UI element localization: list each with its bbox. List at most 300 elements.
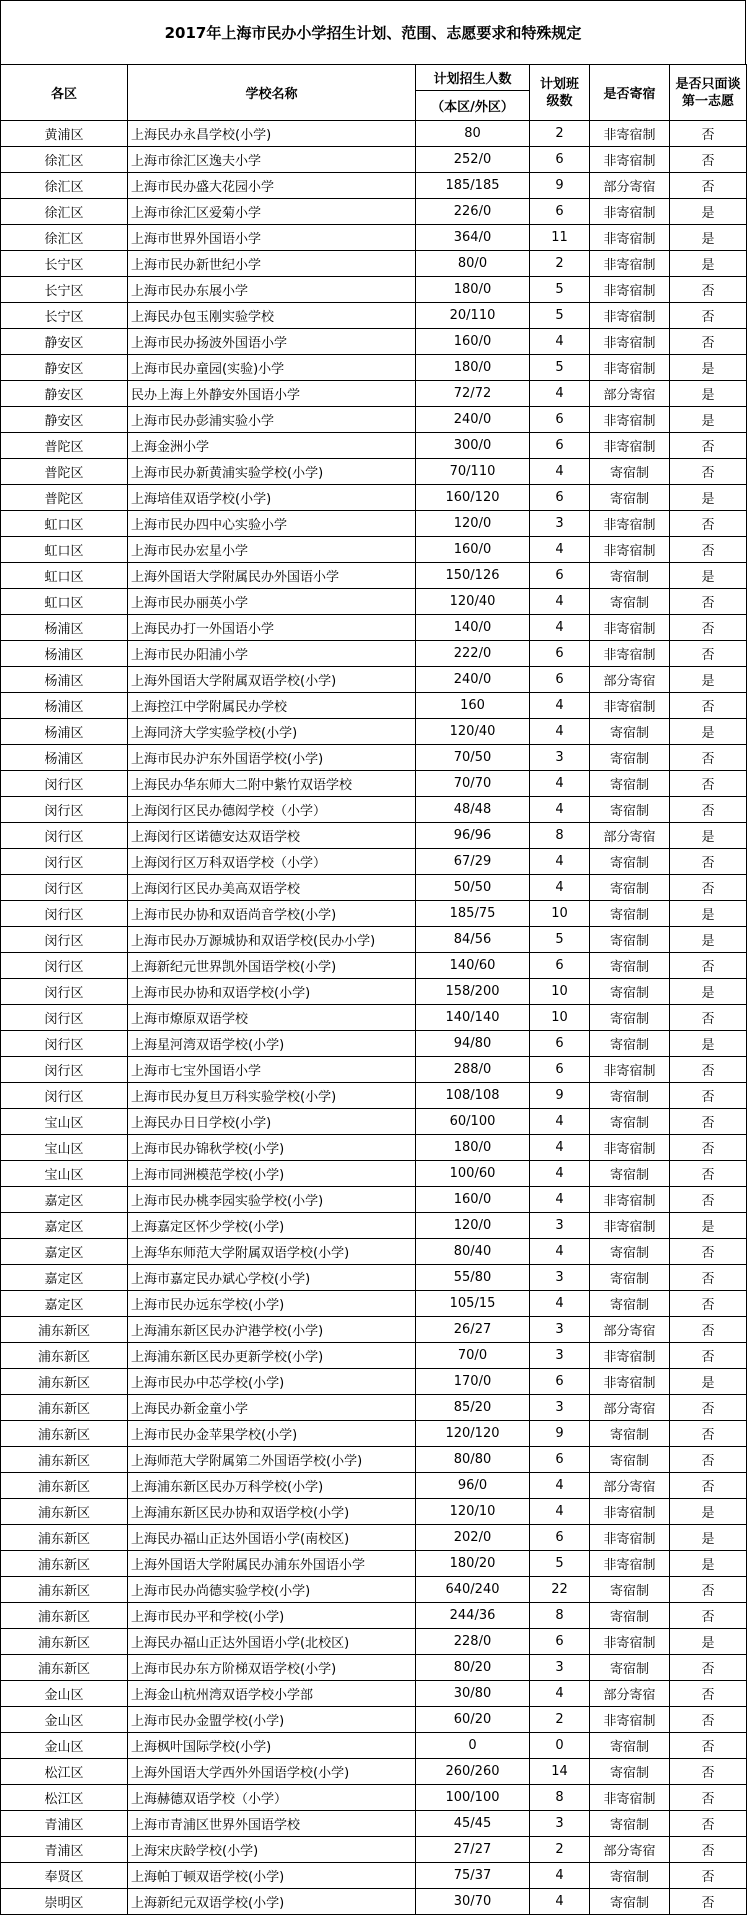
table-row	[1, 381, 747, 407]
table-row	[1, 927, 747, 953]
cell-school-name: 上海市民办远东学校(小学)	[128, 1291, 416, 1317]
cell-class-count: 6	[530, 641, 590, 667]
table-row	[1, 121, 747, 147]
table-row	[1, 589, 747, 615]
cell-first-choice: 是	[670, 1213, 747, 1239]
table-row	[1, 459, 747, 485]
cell-school-name: 上海市民办宏星小学	[128, 537, 416, 563]
cell-first-choice: 是	[670, 1525, 747, 1551]
table-row	[1, 251, 747, 277]
cell-class-count: 2	[530, 251, 590, 277]
cell-plan-count: 45/45	[416, 1811, 530, 1837]
table-row	[1, 1655, 747, 1681]
cell-boarding: 非寄宿制	[590, 1551, 670, 1577]
cell-class-count: 4	[530, 693, 590, 719]
cell-first-choice: 是	[670, 199, 747, 225]
cell-plan-count: 160	[416, 693, 530, 719]
cell-district: 嘉定区	[1, 1239, 128, 1265]
cell-class-count: 4	[530, 381, 590, 407]
cell-district: 浦东新区	[1, 1629, 128, 1655]
table-row	[1, 875, 747, 901]
cell-plan-count: 94/80	[416, 1031, 530, 1057]
cell-school-name: 上海市民办桃李园实验学校(小学)	[128, 1187, 416, 1213]
cell-school-name: 上海宋庆龄学校(小学)	[128, 1837, 416, 1863]
cell-school-name: 上海新纪元双语学校(小学)	[128, 1889, 416, 1915]
cell-plan-count: 105/15	[416, 1291, 530, 1317]
table-row	[1, 1499, 747, 1525]
cell-class-count: 4	[530, 771, 590, 797]
cell-plan-count: 96/0	[416, 1473, 530, 1499]
cell-boarding: 非寄宿制	[590, 277, 670, 303]
cell-class-count: 2	[530, 1837, 590, 1863]
cell-class-count: 6	[530, 1447, 590, 1473]
cell-school-name: 上海闵行区民办美高双语学校	[128, 875, 416, 901]
cell-first-choice: 否	[670, 1421, 747, 1447]
cell-boarding: 非寄宿制	[590, 121, 670, 147]
cell-first-choice: 是	[670, 1499, 747, 1525]
cell-first-choice: 是	[670, 407, 747, 433]
cell-boarding: 非寄宿制	[590, 615, 670, 641]
cell-first-choice: 否	[670, 173, 747, 199]
cell-boarding: 非寄宿制	[590, 147, 670, 173]
cell-class-count: 4	[530, 329, 590, 355]
table-row	[1, 1785, 747, 1811]
table-row	[1, 1629, 747, 1655]
cell-plan-count: 80/40	[416, 1239, 530, 1265]
cell-boarding: 寄宿制	[590, 1863, 670, 1889]
cell-boarding: 寄宿制	[590, 485, 670, 511]
cell-district: 闵行区	[1, 771, 128, 797]
cell-class-count: 4	[530, 1473, 590, 1499]
cell-school-name: 上海市民办新世纪小学	[128, 251, 416, 277]
cell-class-count: 4	[530, 1109, 590, 1135]
table-row	[1, 667, 747, 693]
cell-school-name: 上海市民办金盟学校(小学)	[128, 1707, 416, 1733]
cell-district: 浦东新区	[1, 1655, 128, 1681]
cell-district: 嘉定区	[1, 1291, 128, 1317]
cell-class-count: 2	[530, 1707, 590, 1733]
cell-first-choice: 是	[670, 823, 747, 849]
table-row	[1, 1759, 747, 1785]
table-row	[1, 173, 747, 199]
table-row	[1, 719, 747, 745]
cell-class-count: 6	[530, 199, 590, 225]
table-row	[1, 563, 747, 589]
cell-school-name: 上海市民办复旦万科实验学校(小学)	[128, 1083, 416, 1109]
cell-school-name: 上海民办永昌学校(小学)	[128, 121, 416, 147]
cell-first-choice: 是	[670, 667, 747, 693]
cell-plan-count: 120/10	[416, 1499, 530, 1525]
cell-first-choice: 是	[670, 719, 747, 745]
cell-first-choice: 是	[670, 1369, 747, 1395]
cell-school-name: 上海华东师范大学附属双语学校(小学)	[128, 1239, 416, 1265]
table-row	[1, 1707, 747, 1733]
cell-class-count: 3	[530, 1343, 590, 1369]
cell-boarding: 寄宿制	[590, 1005, 670, 1031]
cell-school-name: 上海赫德双语学校（小学）	[128, 1785, 416, 1811]
cell-school-name: 上海市民办金苹果学校(小学)	[128, 1421, 416, 1447]
table-row	[1, 1187, 747, 1213]
cell-school-name: 上海市民办新黄浦实验学校(小学)	[128, 459, 416, 485]
cell-plan-count: 140/140	[416, 1005, 530, 1031]
cell-school-name: 上海嘉定区怀少学校(小学)	[128, 1213, 416, 1239]
cell-school-name: 上海同济大学实验学校(小学)	[128, 719, 416, 745]
cell-class-count: 5	[530, 927, 590, 953]
cell-class-count: 4	[530, 1187, 590, 1213]
cell-boarding: 非寄宿制	[590, 641, 670, 667]
cell-boarding: 部分寄宿	[590, 1317, 670, 1343]
cell-plan-count: 226/0	[416, 199, 530, 225]
cell-school-name: 上海民办福山正达外国语小学(北校区)	[128, 1629, 416, 1655]
cell-first-choice: 否	[670, 1447, 747, 1473]
cell-district: 普陀区	[1, 433, 128, 459]
cell-school-name: 上海民办日日学校(小学)	[128, 1109, 416, 1135]
cell-first-choice: 否	[670, 1291, 747, 1317]
table-row	[1, 1005, 747, 1031]
cell-boarding: 寄宿制	[590, 1239, 670, 1265]
cell-school-name: 上海金洲小学	[128, 433, 416, 459]
cell-first-choice: 是	[670, 901, 747, 927]
cell-district: 松江区	[1, 1785, 128, 1811]
cell-first-choice: 否	[670, 1343, 747, 1369]
cell-district: 嘉定区	[1, 1187, 128, 1213]
cell-school-name: 上海浦东新区民办沪港学校(小学)	[128, 1317, 416, 1343]
cell-school-name: 上海帕丁顿双语学校(小学)	[128, 1863, 416, 1889]
cell-first-choice: 否	[670, 1811, 747, 1837]
cell-plan-count: 80/0	[416, 251, 530, 277]
cell-boarding: 寄宿制	[590, 1265, 670, 1291]
cell-school-name: 上海市民办阳浦小学	[128, 641, 416, 667]
header-district: 各区	[1, 65, 128, 121]
cell-district: 黄浦区	[1, 121, 128, 147]
cell-boarding: 非寄宿制	[590, 251, 670, 277]
cell-plan-count: 60/100	[416, 1109, 530, 1135]
cell-class-count: 6	[530, 485, 590, 511]
cell-first-choice: 是	[670, 1629, 747, 1655]
cell-district: 杨浦区	[1, 641, 128, 667]
cell-district: 浦东新区	[1, 1473, 128, 1499]
table-row	[1, 1811, 747, 1837]
cell-first-choice: 否	[670, 1473, 747, 1499]
cell-plan-count: 100/60	[416, 1161, 530, 1187]
cell-first-choice: 否	[670, 1239, 747, 1265]
cell-class-count: 11	[530, 225, 590, 251]
table-row	[1, 407, 747, 433]
cell-boarding: 寄宿制	[590, 1811, 670, 1837]
cell-boarding: 非寄宿制	[590, 511, 670, 537]
cell-class-count: 6	[530, 563, 590, 589]
cell-first-choice: 否	[670, 1785, 747, 1811]
cell-district: 闵行区	[1, 875, 128, 901]
cell-boarding: 寄宿制	[590, 589, 670, 615]
cell-boarding: 寄宿制	[590, 1109, 670, 1135]
table-row	[1, 329, 747, 355]
cell-first-choice: 否	[670, 875, 747, 901]
cell-boarding: 寄宿制	[590, 1447, 670, 1473]
cell-district: 闵行区	[1, 901, 128, 927]
cell-district: 嘉定区	[1, 1265, 128, 1291]
cell-school-name: 上海金山杭州湾双语学校小学部	[128, 1681, 416, 1707]
cell-plan-count: 84/56	[416, 927, 530, 953]
cell-district: 徐汇区	[1, 173, 128, 199]
cell-district: 宝山区	[1, 1135, 128, 1161]
cell-boarding: 部分寄宿	[590, 1837, 670, 1863]
table-row	[1, 1447, 747, 1473]
header-first-choice: 是否只面谈第一志愿	[670, 65, 747, 121]
cell-plan-count: 96/96	[416, 823, 530, 849]
header-plan-count-sub: （本区/外区）	[416, 91, 530, 121]
cell-class-count: 6	[530, 1629, 590, 1655]
cell-first-choice: 否	[670, 511, 747, 537]
cell-school-name: 上海市民办盛大花园小学	[128, 173, 416, 199]
cell-boarding: 非寄宿制	[590, 537, 670, 563]
cell-district: 虹口区	[1, 511, 128, 537]
cell-class-count: 9	[530, 173, 590, 199]
cell-district: 奉贤区	[1, 1863, 128, 1889]
cell-school-name: 上海民办新金童小学	[128, 1395, 416, 1421]
cell-first-choice: 否	[670, 433, 747, 459]
cell-district: 静安区	[1, 381, 128, 407]
cell-boarding: 非寄宿制	[590, 199, 670, 225]
table-row	[1, 1031, 747, 1057]
cell-plan-count: 72/72	[416, 381, 530, 407]
cell-plan-count: 30/80	[416, 1681, 530, 1707]
cell-plan-count: 67/29	[416, 849, 530, 875]
table-row	[1, 1265, 747, 1291]
cell-district: 浦东新区	[1, 1317, 128, 1343]
cell-plan-count: 120/0	[416, 1213, 530, 1239]
cell-first-choice: 否	[670, 1265, 747, 1291]
cell-boarding: 寄宿制	[590, 1889, 670, 1915]
table-row	[1, 511, 747, 537]
cell-plan-count: 70/110	[416, 459, 530, 485]
cell-district: 嘉定区	[1, 1213, 128, 1239]
cell-plan-count: 120/0	[416, 511, 530, 537]
cell-first-choice: 否	[670, 329, 747, 355]
cell-class-count: 4	[530, 849, 590, 875]
table-row	[1, 199, 747, 225]
cell-first-choice: 否	[670, 745, 747, 771]
cell-boarding: 部分寄宿	[590, 1395, 670, 1421]
cell-plan-count: 240/0	[416, 667, 530, 693]
cell-first-choice: 否	[670, 1707, 747, 1733]
cell-district: 浦东新区	[1, 1551, 128, 1577]
table-row	[1, 1083, 747, 1109]
cell-first-choice: 是	[670, 927, 747, 953]
table-row	[1, 1603, 747, 1629]
cell-class-count: 4	[530, 1889, 590, 1915]
cell-first-choice: 否	[670, 1317, 747, 1343]
cell-first-choice: 否	[670, 1889, 747, 1915]
cell-district: 浦东新区	[1, 1603, 128, 1629]
cell-class-count: 6	[530, 1031, 590, 1057]
cell-first-choice: 否	[670, 1681, 747, 1707]
cell-plan-count: 85/20	[416, 1395, 530, 1421]
cell-first-choice: 否	[670, 1005, 747, 1031]
cell-school-name: 上海市民办四中心实验小学	[128, 511, 416, 537]
cell-school-name: 上海市民办彭浦实验小学	[128, 407, 416, 433]
cell-school-name: 上海浦东新区民办万科学校(小学)	[128, 1473, 416, 1499]
cell-boarding: 非寄宿制	[590, 1499, 670, 1525]
cell-boarding: 非寄宿制	[590, 1213, 670, 1239]
table-row	[1, 1135, 747, 1161]
cell-boarding: 寄宿制	[590, 1083, 670, 1109]
cell-boarding: 寄宿制	[590, 1031, 670, 1057]
cell-district: 浦东新区	[1, 1395, 128, 1421]
cell-plan-count: 75/37	[416, 1863, 530, 1889]
cell-boarding: 部分寄宿	[590, 823, 670, 849]
cell-first-choice: 否	[670, 1083, 747, 1109]
cell-school-name: 上海闵行区民办德闳学校（小学）	[128, 797, 416, 823]
cell-plan-count: 364/0	[416, 225, 530, 251]
cell-school-name: 上海市徐汇区爱菊小学	[128, 199, 416, 225]
table-row	[1, 1343, 747, 1369]
cell-district: 宝山区	[1, 1109, 128, 1135]
table-row	[1, 1837, 747, 1863]
cell-district: 青浦区	[1, 1837, 128, 1863]
cell-boarding: 寄宿制	[590, 563, 670, 589]
cell-plan-count: 50/50	[416, 875, 530, 901]
cell-first-choice: 否	[670, 1759, 747, 1785]
cell-boarding: 非寄宿制	[590, 1135, 670, 1161]
cell-school-name: 上海市青浦区世界外国语学校	[128, 1811, 416, 1837]
cell-district: 浦东新区	[1, 1577, 128, 1603]
table-row	[1, 1161, 747, 1187]
cell-district: 杨浦区	[1, 693, 128, 719]
cell-boarding: 非寄宿制	[590, 1629, 670, 1655]
cell-school-name: 上海市七宝外国语小学	[128, 1057, 416, 1083]
cell-first-choice: 否	[670, 303, 747, 329]
cell-boarding: 非寄宿制	[590, 225, 670, 251]
cell-class-count: 4	[530, 615, 590, 641]
cell-first-choice: 否	[670, 1395, 747, 1421]
cell-class-count: 5	[530, 1551, 590, 1577]
cell-boarding: 寄宿制	[590, 1759, 670, 1785]
table-row	[1, 303, 747, 329]
cell-plan-count: 185/185	[416, 173, 530, 199]
cell-boarding: 寄宿制	[590, 1161, 670, 1187]
cell-boarding: 非寄宿制	[590, 303, 670, 329]
cell-class-count: 10	[530, 901, 590, 927]
cell-boarding: 非寄宿制	[590, 1785, 670, 1811]
cell-class-count: 6	[530, 1525, 590, 1551]
cell-boarding: 非寄宿制	[590, 407, 670, 433]
cell-district: 闵行区	[1, 979, 128, 1005]
cell-plan-count: 27/27	[416, 1837, 530, 1863]
cell-class-count: 3	[530, 745, 590, 771]
cell-school-name: 上海市燎原双语学校	[128, 1005, 416, 1031]
cell-plan-count: 70/0	[416, 1343, 530, 1369]
cell-class-count: 8	[530, 1603, 590, 1629]
cell-district: 闵行区	[1, 1005, 128, 1031]
table-row	[1, 1889, 747, 1915]
cell-school-name: 上海市民办中芯学校(小学)	[128, 1369, 416, 1395]
cell-district: 闵行区	[1, 797, 128, 823]
cell-boarding: 寄宿制	[590, 1603, 670, 1629]
table-row	[1, 823, 747, 849]
cell-district: 长宁区	[1, 251, 128, 277]
cell-class-count: 22	[530, 1577, 590, 1603]
cell-plan-count: 160/0	[416, 329, 530, 355]
cell-district: 静安区	[1, 329, 128, 355]
cell-boarding: 部分寄宿	[590, 173, 670, 199]
cell-boarding: 寄宿制	[590, 979, 670, 1005]
cell-class-count: 4	[530, 875, 590, 901]
cell-plan-count: 140/0	[416, 615, 530, 641]
table-row	[1, 693, 747, 719]
cell-boarding: 非寄宿制	[590, 1525, 670, 1551]
cell-school-name: 上海闵行区万科双语学校（小学）	[128, 849, 416, 875]
cell-school-name: 民办上海上外静安外国语小学	[128, 381, 416, 407]
cell-plan-count: 48/48	[416, 797, 530, 823]
cell-plan-count: 150/126	[416, 563, 530, 589]
cell-district: 浦东新区	[1, 1343, 128, 1369]
cell-plan-count: 60/20	[416, 1707, 530, 1733]
cell-class-count: 10	[530, 979, 590, 1005]
cell-plan-count: 160/0	[416, 1187, 530, 1213]
cell-class-count: 3	[530, 1655, 590, 1681]
cell-plan-count: 70/50	[416, 745, 530, 771]
cell-class-count: 6	[530, 147, 590, 173]
cell-plan-count: 300/0	[416, 433, 530, 459]
cell-first-choice: 否	[670, 1733, 747, 1759]
cell-plan-count: 55/80	[416, 1265, 530, 1291]
cell-district: 虹口区	[1, 563, 128, 589]
cell-class-count: 0	[530, 1733, 590, 1759]
cell-class-count: 14	[530, 1759, 590, 1785]
header-plan-count: 计划招生人数	[416, 65, 530, 91]
cell-plan-count: 180/0	[416, 355, 530, 381]
cell-class-count: 3	[530, 1811, 590, 1837]
cell-district: 杨浦区	[1, 667, 128, 693]
cell-plan-count: 108/108	[416, 1083, 530, 1109]
cell-first-choice: 否	[670, 1057, 747, 1083]
table-row	[1, 1395, 747, 1421]
cell-class-count: 2	[530, 121, 590, 147]
cell-school-name: 上海外国语大学附属民办浦东外国语小学	[128, 1551, 416, 1577]
cell-school-name: 上海培佳双语学校(小学)	[128, 485, 416, 511]
cell-boarding: 非寄宿制	[590, 1343, 670, 1369]
cell-district: 金山区	[1, 1733, 128, 1759]
table-row	[1, 225, 747, 251]
cell-school-name: 上海师范大学附属第二外国语学校(小学)	[128, 1447, 416, 1473]
cell-class-count: 4	[530, 459, 590, 485]
cell-district: 金山区	[1, 1707, 128, 1733]
cell-boarding: 寄宿制	[590, 797, 670, 823]
cell-class-count: 4	[530, 1499, 590, 1525]
cell-first-choice: 否	[670, 1109, 747, 1135]
admission-table	[0, 64, 747, 1915]
cell-boarding: 非寄宿制	[590, 1187, 670, 1213]
cell-boarding: 非寄宿制	[590, 1057, 670, 1083]
cell-boarding: 寄宿制	[590, 459, 670, 485]
cell-plan-count: 170/0	[416, 1369, 530, 1395]
cell-first-choice: 是	[670, 1031, 747, 1057]
cell-plan-count: 252/0	[416, 147, 530, 173]
cell-first-choice: 否	[670, 1603, 747, 1629]
table-row	[1, 485, 747, 511]
cell-school-name: 上海市民办尚德实验学校(小学)	[128, 1577, 416, 1603]
cell-district: 宝山区	[1, 1161, 128, 1187]
cell-first-choice: 否	[670, 1187, 747, 1213]
cell-district: 徐汇区	[1, 225, 128, 251]
cell-district: 普陀区	[1, 459, 128, 485]
cell-plan-count: 120/40	[416, 589, 530, 615]
cell-plan-count: 158/200	[416, 979, 530, 1005]
cell-class-count: 4	[530, 797, 590, 823]
cell-first-choice: 否	[670, 693, 747, 719]
cell-boarding: 寄宿制	[590, 1655, 670, 1681]
